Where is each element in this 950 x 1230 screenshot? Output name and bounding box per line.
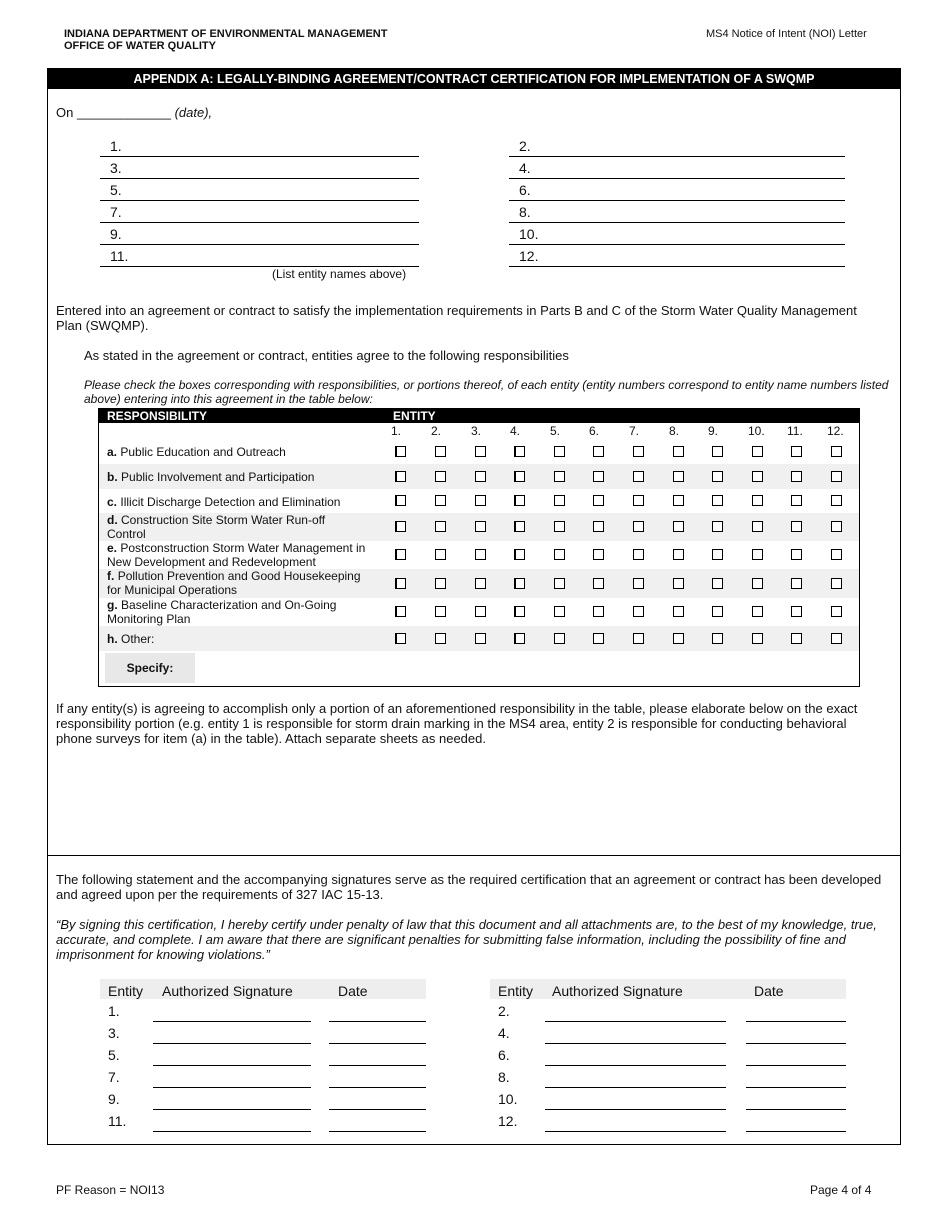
signature-line[interactable] — [153, 1087, 311, 1088]
responsibility-letter: b. — [107, 470, 118, 484]
entity-checkbox[interactable] — [395, 549, 406, 560]
signature-line[interactable] — [545, 1065, 726, 1066]
entity-column-number: 1. — [391, 424, 402, 438]
entity-checkbox[interactable] — [712, 471, 723, 482]
signature-entity-number: 9. — [108, 1091, 120, 1107]
responsibility-letter: f. — [107, 569, 115, 583]
entity-name-line[interactable]: 2. — [509, 137, 845, 157]
table-row — [99, 513, 859, 541]
entity-checkbox[interactable] — [712, 633, 723, 644]
entity-checkbox[interactable] — [554, 471, 565, 482]
responsibilities-intro: As stated in the agreement or contract, entities agree to the following responsibilities — [84, 348, 569, 363]
signature-entity-number: 7. — [108, 1069, 120, 1085]
entity-checkbox[interactable] — [831, 521, 842, 532]
entity-checkbox[interactable] — [593, 471, 604, 482]
signature-line[interactable] — [545, 1109, 726, 1110]
specify-label: Specify: — [105, 653, 195, 683]
entity-checkbox[interactable] — [752, 578, 763, 589]
footer-reason: PF Reason = NOI13 — [56, 1183, 165, 1197]
responsibility-text-cont: Control — [107, 527, 146, 541]
entity-name-line[interactable]: 10. — [509, 225, 845, 245]
entity-checkbox[interactable] — [395, 495, 406, 506]
responsibility-header: RESPONSIBILITY — [107, 409, 208, 423]
table-row — [99, 541, 859, 569]
entity-checkbox[interactable] — [633, 549, 644, 560]
entity-checkbox[interactable] — [712, 606, 723, 617]
responsibility-letter: e. — [107, 541, 118, 555]
signature-entity-number: 12. — [498, 1113, 518, 1129]
entity-checkbox[interactable] — [435, 471, 446, 482]
entity-column-number: 2. — [431, 424, 442, 438]
agency-name: INDIANA DEPARTMENT OF ENVIRONMENTAL MANAGEMENT — [64, 28, 388, 40]
entity-checkbox[interactable] — [791, 633, 802, 644]
entity-column-number: 7. — [629, 424, 640, 438]
entity-checkbox[interactable] — [395, 521, 406, 532]
responsibility-label — [107, 569, 382, 597]
signature-entity-number: 1. — [108, 1003, 120, 1019]
entity-name-line[interactable]: 3. — [100, 159, 419, 179]
table-row — [99, 569, 859, 598]
entity-checkbox[interactable] — [752, 471, 763, 482]
entity-checkbox[interactable] — [752, 446, 763, 457]
entity-name-line[interactable]: 9. — [100, 225, 419, 245]
entity-checkbox[interactable] — [475, 495, 486, 506]
responsibility-text: Public Education and Outreach — [120, 445, 286, 459]
signature-entity-number: 10. — [498, 1091, 518, 1107]
responsibility-text-cont: New Development and Redevelopment — [107, 555, 316, 569]
entity-checkbox[interactable] — [435, 521, 446, 532]
entity-checkbox[interactable] — [554, 446, 565, 457]
responsibility-text-cont: Monitoring Plan — [107, 612, 191, 626]
entity-checkbox[interactable] — [514, 521, 525, 532]
table-row — [99, 439, 859, 464]
entity-checkbox[interactable] — [395, 446, 406, 457]
entity-checkbox[interactable] — [673, 446, 684, 457]
date-line — [56, 105, 212, 120]
entity-checkbox[interactable] — [633, 633, 644, 644]
entity-checkbox[interactable] — [593, 606, 604, 617]
agreement-text: Entered into an agreement or contract to satisfy the implementation requirements in Parts B and C of the Storm Water Quality Management Plan (SWQMP). — [56, 303, 857, 333]
entity-checkbox[interactable] — [435, 446, 446, 457]
entity-column-number: 10. — [748, 424, 765, 438]
entity-checkbox[interactable] — [673, 633, 684, 644]
entity-column-number: 6. — [589, 424, 600, 438]
entity-checkbox[interactable] — [752, 606, 763, 617]
signature-entity-number: 4. — [498, 1025, 510, 1041]
check-instruction: Please check the boxes corresponding with responsibilities, or portions thereof, of each entity (entity numbers correspond to entity name numbers listed above) entering into this agreement in the table below: — [84, 378, 889, 406]
entity-checkbox[interactable] — [831, 471, 842, 482]
entity-name-line[interactable]: 6. — [509, 181, 845, 201]
responsibility-letter: a. — [107, 445, 118, 459]
entity-checkbox[interactable] — [554, 633, 565, 644]
entity-column-number: 4. — [510, 424, 521, 438]
entity-checkbox[interactable] — [791, 521, 802, 532]
entity-checkbox[interactable] — [593, 633, 604, 644]
responsibility-text: Pollution Prevention and Good Housekeeping — [117, 569, 361, 583]
entity-checkbox[interactable] — [475, 606, 486, 617]
sig-col-signature: Authorized Signature — [552, 983, 683, 999]
table-row — [99, 626, 859, 651]
page-number: Page 4 of 4 — [810, 1183, 872, 1197]
entity-checkbox[interactable] — [475, 549, 486, 560]
signature-line[interactable] — [545, 1131, 726, 1132]
entity-checkbox[interactable] — [514, 606, 525, 617]
date-line[interactable] — [329, 1087, 426, 1088]
entity-name-line[interactable]: 8. — [509, 203, 845, 223]
entity-checkbox[interactable] — [395, 578, 406, 589]
entity-checkbox[interactable] — [475, 446, 486, 457]
signature-entity-number: 3. — [108, 1025, 120, 1041]
entity-column-number: 3. — [471, 424, 482, 438]
entity-checkbox[interactable] — [475, 578, 486, 589]
entity-column-number: 9. — [708, 424, 719, 438]
entity-checkbox[interactable] — [712, 549, 723, 560]
date-line[interactable] — [746, 1021, 846, 1022]
sig-col-date: Date — [338, 983, 368, 999]
entity-checkbox[interactable] — [673, 549, 684, 560]
entity-checkbox[interactable] — [514, 471, 525, 482]
entity-checkbox[interactable] — [514, 578, 525, 589]
responsibility-text: Public Involvement and Participation — [121, 470, 315, 484]
signature-line[interactable] — [153, 1021, 311, 1022]
signature-line[interactable] — [153, 1065, 311, 1066]
responsibility-letter: c. — [107, 495, 118, 509]
signature-entity-number: 2. — [498, 1003, 510, 1019]
entity-checkbox[interactable] — [435, 633, 446, 644]
signature-line[interactable] — [153, 1131, 311, 1132]
entity-checkbox[interactable] — [475, 471, 486, 482]
entity-checkbox[interactable] — [593, 495, 604, 506]
entity-checkbox[interactable] — [752, 495, 763, 506]
entity-checkbox[interactable] — [593, 446, 604, 457]
entity-column-number: 5. — [550, 424, 561, 438]
entity-checkbox[interactable] — [673, 471, 684, 482]
entity-checkbox[interactable] — [831, 446, 842, 457]
cert-statement: The following statement and the accompanying signatures serve as the required certification that an agreement or contract has been developed and agreed upon per the requirements of 327 IAC 15-13. — [56, 872, 882, 902]
responsibility-letter: g. — [107, 598, 118, 612]
responsibility-letter: h. — [107, 632, 118, 646]
entity-checkbox[interactable] — [593, 549, 604, 560]
entity-checkbox[interactable] — [752, 521, 763, 532]
entity-checkbox[interactable] — [633, 495, 644, 506]
entity-checkbox[interactable] — [435, 606, 446, 617]
date-line[interactable] — [329, 1109, 426, 1110]
entity-checkbox[interactable] — [554, 495, 565, 506]
sig-col-entity: Entity — [498, 983, 534, 999]
entity-checkbox[interactable] — [633, 606, 644, 617]
section-divider — [48, 855, 900, 856]
responsibility-label — [107, 470, 382, 484]
date-line[interactable] — [746, 1109, 846, 1110]
responsibility-label — [107, 445, 382, 459]
date-line[interactable] — [329, 1021, 426, 1022]
entity-column-number: 12. — [827, 424, 844, 438]
entity-checkbox[interactable] — [633, 446, 644, 457]
date-line[interactable] — [329, 1043, 426, 1044]
table-row — [99, 598, 859, 626]
entity-checkbox[interactable] — [712, 578, 723, 589]
entity-checkbox[interactable] — [435, 549, 446, 560]
sig-header-left — [100, 979, 426, 999]
sig-col-entity: Entity — [108, 983, 144, 999]
date-line[interactable] — [329, 1131, 426, 1132]
signature-line[interactable] — [153, 1109, 311, 1110]
entity-checkbox[interactable] — [752, 549, 763, 560]
signature-line[interactable] — [545, 1043, 726, 1044]
entity-caption: (List entity names above) — [272, 267, 407, 281]
office-name: OFFICE OF WATER QUALITY — [64, 40, 216, 52]
entity-checkbox[interactable] — [831, 495, 842, 506]
entity-checkbox[interactable] — [673, 606, 684, 617]
entity-checkbox[interactable] — [673, 521, 684, 532]
date-line[interactable] — [329, 1065, 426, 1066]
table-row — [99, 489, 859, 513]
date-line[interactable] — [746, 1131, 846, 1132]
agency-header — [64, 28, 387, 52]
entity-checkbox[interactable] — [791, 471, 802, 482]
sig-col-date: Date — [754, 983, 784, 999]
signature-line[interactable] — [153, 1043, 311, 1044]
signature-line[interactable] — [545, 1087, 726, 1088]
responsibility-text: Baseline Characterization and On-Going — [121, 598, 337, 612]
entity-name-line[interactable]: 12. — [509, 247, 845, 267]
entity-checkbox[interactable] — [554, 606, 565, 617]
entity-checkbox[interactable] — [831, 549, 842, 560]
entity-checkbox[interactable] — [395, 606, 406, 617]
entity-checkbox[interactable] — [791, 495, 802, 506]
responsibility-text-cont: for Municipal Operations — [107, 583, 238, 597]
entity-checkbox[interactable] — [475, 633, 486, 644]
entity-checkbox[interactable] — [791, 578, 802, 589]
entity-checkbox[interactable] — [593, 521, 604, 532]
responsibility-text: Illicit Discharge Detection and Elimination — [120, 495, 341, 509]
cert-quote: “By signing this certification, I hereby certify under penalty of law that this document and all attachments are, to the best of my knowledge, true, accurate, and complete. I am aware that there are significant penalties for submitting false information, including the possibility of fine and imprisonment for knowing violations.” — [56, 917, 877, 962]
entity-checkbox[interactable] — [435, 578, 446, 589]
date-line[interactable] — [746, 1087, 846, 1088]
entity-checkbox[interactable] — [514, 633, 525, 644]
entity-checkbox[interactable] — [831, 578, 842, 589]
responsibility-table — [98, 408, 860, 687]
entity-checkbox[interactable] — [514, 495, 525, 506]
date-line[interactable] — [746, 1043, 846, 1044]
entity-checkbox[interactable] — [712, 495, 723, 506]
responsibility-text: Construction Site Storm Water Run-off — [121, 513, 326, 527]
date-prefix: On _____________ — [56, 105, 171, 120]
entity-name-line[interactable]: 4. — [509, 159, 845, 179]
entity-column-number: 8. — [669, 424, 680, 438]
entity-checkbox[interactable] — [593, 578, 604, 589]
sig-header-right — [490, 979, 846, 999]
entity-checkbox[interactable] — [633, 521, 644, 532]
entity-checkbox[interactable] — [475, 521, 486, 532]
signature-entity-number: 8. — [498, 1069, 510, 1085]
entity-checkbox[interactable] — [712, 521, 723, 532]
responsibility-label — [107, 541, 382, 569]
entity-name-line[interactable]: 7. — [100, 203, 419, 223]
entity-column-number: 11. — [787, 424, 803, 438]
signature-entity-number: 11. — [108, 1113, 127, 1129]
entity-checkbox[interactable] — [514, 446, 525, 457]
entity-checkbox[interactable] — [791, 446, 802, 457]
entity-checkbox[interactable] — [554, 521, 565, 532]
entity-checkbox[interactable] — [831, 633, 842, 644]
document-title: MS4 Notice of Intent (NOI) Letter — [706, 28, 867, 40]
appendix-form — [47, 68, 901, 1145]
entity-checkbox[interactable] — [554, 578, 565, 589]
table-header — [99, 409, 859, 423]
entity-checkbox[interactable] — [831, 606, 842, 617]
signature-entity-number: 6. — [498, 1047, 510, 1063]
responsibility-text: Other: — [121, 632, 155, 646]
entity-checkbox[interactable] — [435, 495, 446, 506]
responsibility-label — [107, 513, 382, 541]
date-line[interactable] — [746, 1065, 846, 1066]
entity-checkbox[interactable] — [712, 446, 723, 457]
responsibility-letter: d. — [107, 513, 118, 527]
signature-line[interactable] — [545, 1021, 726, 1022]
responsibility-label — [107, 632, 382, 646]
responsibility-label — [107, 598, 382, 626]
entity-checkbox[interactable] — [791, 549, 802, 560]
entity-checkbox[interactable] — [395, 471, 406, 482]
entity-checkbox[interactable] — [633, 578, 644, 589]
entity-name-line[interactable]: 5. — [100, 181, 419, 201]
entity-checkbox[interactable] — [633, 471, 644, 482]
responsibility-text: Postconstruction Storm Water Management in — [120, 541, 366, 555]
entity-name-line[interactable]: 11. — [100, 247, 419, 267]
entity-checkbox[interactable] — [395, 633, 406, 644]
entity-checkbox[interactable] — [514, 549, 525, 560]
responsibility-label — [107, 495, 382, 509]
entity-name-line[interactable]: 1. — [100, 137, 419, 157]
entity-checkbox[interactable] — [554, 549, 565, 560]
entity-header: ENTITY — [393, 409, 436, 423]
table-row — [99, 464, 859, 489]
signature-entity-number: 5. — [108, 1047, 120, 1063]
date-suffix: (date), — [174, 105, 213, 120]
entity-checkbox[interactable] — [752, 633, 763, 644]
entity-checkbox[interactable] — [673, 578, 684, 589]
entity-checkbox[interactable] — [673, 495, 684, 506]
appendix-title: APPENDIX A: LEGALLY-BINDING AGREEMENT/CONTRACT CERTIFICATION FOR IMPLEMENTATION OF A SWQMP — [48, 69, 900, 89]
sig-col-signature: Authorized Signature — [162, 983, 293, 999]
portion-text: If any entity(s) is agreeing to accomplish only a portion of an aforementioned responsibility in the table, please elaborate below on the exact responsibility portion (e.g. entity 1 is responsible for storm drain marking in the MS4 area, entity 2 is responsible for conducting behavioral phone surveys for item (a) in the table). Attach separate sheets as needed. — [56, 701, 858, 746]
entity-checkbox[interactable] — [791, 606, 802, 617]
